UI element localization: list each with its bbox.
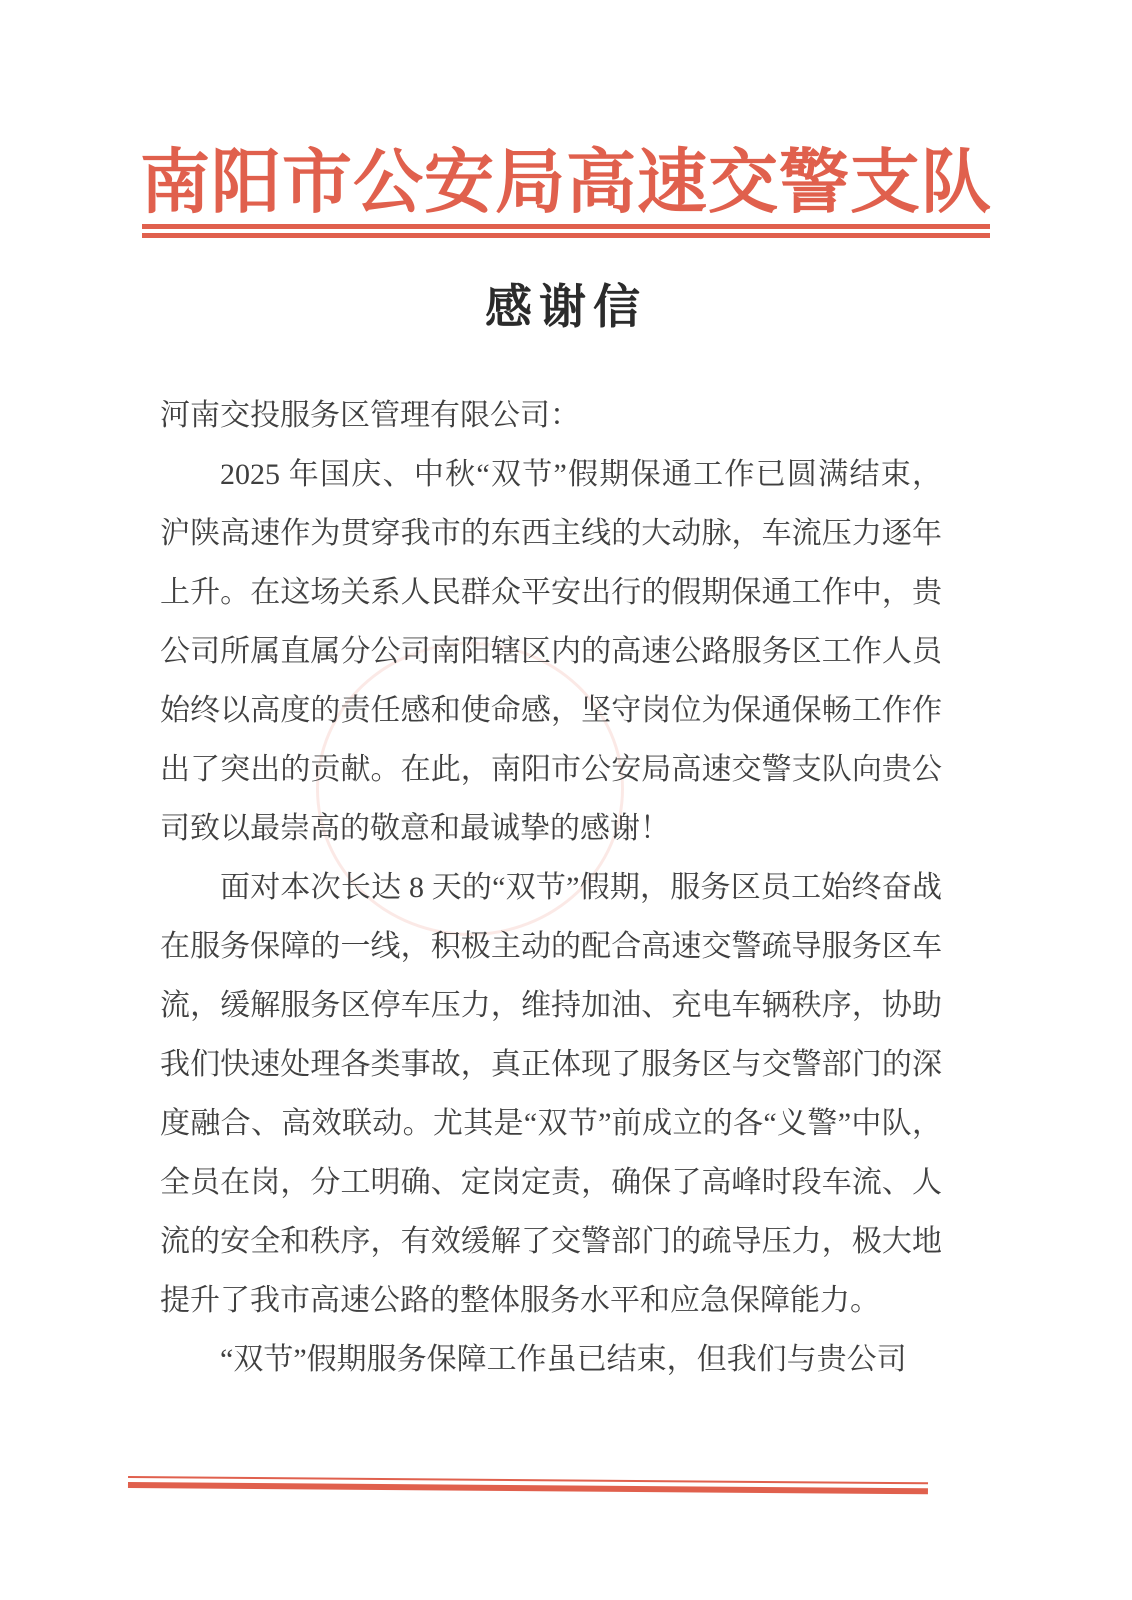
paragraph: “双节”假期服务保障工作虽已结束，但我们与贵公司 (220, 1343, 907, 1376)
footer-divider (128, 1476, 928, 1494)
letterhead-divider (142, 224, 990, 238)
letter-body (160, 386, 942, 1389)
salutation: 河南交投服务区管理有限公司： (160, 399, 580, 432)
paragraph: 面对本次长达 8 天的“双节”假期，服务区员工始终奋战在服务保障的一线，积极主动的配合高速交警疏导服务区车流，缓解服务区停车压力，维持加油、充电车辆秩序，协助我们快速处理各类事故，真正体现了服务区与交警部门的深度融合、高效联动。尤其是“双节”前成立的各“义警”中队，全员在岗，分工明确、定岗定责，确保了高峰时段车流、人流的安全和秩序，有效缓解了交警部门的疏导压力，极大地提升了我市高速公路的整体服务水平和应急保障能力。 (160, 871, 942, 1317)
paragraph: 2025 年国庆、中秋“双节”假期保通工作已圆满结束，沪陕高速作为贯穿我市的东西主线的大动脉，车流压力逐年上升。在这场关系人民群众平安出行的假期保通工作中，贵公司所属直属分公司南阳辖区内的高速公路服务区工作人员始终以高度的责任感和使命感，坚守岗位为保通保畅工作作出了突出的贡献。在此，南阳市公安局高速交警支队向贵公司致以最崇高的敬意和最诚挚的感谢！ (160, 458, 942, 845)
letter-title: 感谢信 (485, 282, 647, 334)
letterhead-org-title: 南阳市公安局高速交警支队 (140, 145, 992, 222)
